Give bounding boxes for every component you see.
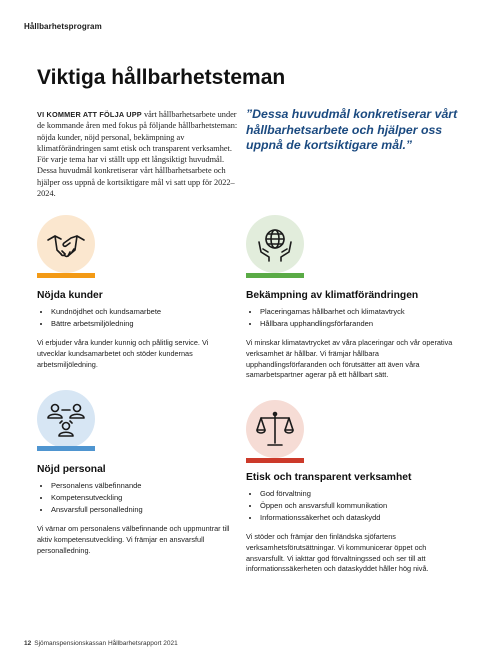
hands-globe-icon [255, 224, 295, 264]
team-icon [46, 399, 86, 439]
intro-paragraph [37, 109, 238, 199]
theme-ethics [246, 400, 461, 575]
icon-circle [37, 390, 95, 448]
intro-text: vårt hållbarhetsarbete under de kommande åren med fokus på följande hållbarhetsteman: nöjda kunder, nöjd personal, bekämpning av klimatförändringen samt etisk och transparent verksamhet. För varje tema har vi ställt upp ett långsiktigt huvudmål. Dessa huvudmål konkretiserar vårt hållbarhetsarbete och hjälper oss uppnå de kortsiktigare mål vi satt upp för 2022–2024. [37, 110, 238, 199]
scales-icon [255, 409, 295, 449]
color-bar [246, 458, 304, 463]
page-number: 12 [24, 640, 32, 647]
icon-circle [37, 215, 95, 273]
theme-title: Etisk och transparent verksamhet [246, 472, 412, 483]
theme-staff [37, 390, 237, 556]
color-bar [246, 273, 304, 278]
theme-text: Vi minskar klimatavtrycket av våra placeringar och vår operativa verksamhet är hållbar. Vi främjar hållbara upphandlingsförfaranden och förutsätter att även våra samarbetspartner agerar på ett hållbart sätt. [246, 338, 453, 380]
bullet-item: • Kompetensutveckling [51, 492, 237, 504]
page-footer [24, 640, 178, 647]
handshake-icon [46, 224, 86, 264]
bullet-item: • Placeringarnas hållbarhet och klimatavtryck [260, 306, 461, 318]
theme-ethics-visual [246, 400, 308, 466]
bullet-item: • Personalens välbefinnande [51, 480, 237, 492]
bullet-list [246, 306, 461, 330]
bullet-item: • Öppen och ansvarsfull kommunikation [260, 500, 461, 512]
bullet-item: • God förvaltning [260, 488, 461, 500]
footer-text: Sjömanspensionskassan Hållbarhetsrapport 2021 [34, 640, 178, 647]
theme-staff-visual [37, 390, 99, 450]
pull-quote: ”Dessa huvudmål konkretiserar vårt hållbarhetsarbete och hjälper oss uppnå de kortsiktigare mål.” [246, 107, 458, 152]
theme-climate-visual [246, 215, 308, 277]
bullet-list [246, 488, 461, 524]
theme-title: Nöjda kunder [37, 290, 103, 301]
page-title: Viktiga hållbarhetsteman [37, 66, 286, 89]
theme-text: Vi erbjuder våra kunder kunnig och pålitlig service. Vi utvecklar kundsamarbetet och stöder kundernas arbetsmiljöledning. [37, 338, 209, 369]
bullet-item: • Ansvarsfull personalledning [51, 504, 237, 516]
theme-customers-visual [37, 215, 99, 277]
theme-text: Vi värnar om personalens välbefinnande och uppmuntrar till aktiv kompetensutveckling. Vi främjar en ansvarsfull personalledning. [37, 524, 230, 555]
color-bar [37, 273, 95, 278]
color-bar [37, 446, 95, 451]
bullet-list [37, 480, 237, 516]
bullet-item: • Hållbara upphandlingsförfaranden [260, 318, 461, 330]
bullet-item: • Kundnöjdhet och kundsamarbete [51, 306, 237, 318]
bullet-item: • Informationssäkerhet och dataskydd [260, 512, 461, 524]
bullet-item: • Bättre arbetsmiljöledning [51, 318, 237, 330]
icon-circle [246, 215, 304, 273]
theme-title: Bekämpning av klimatförändringen [246, 290, 419, 301]
theme-text: Vi stöder och främjar den finländska sjöfartens verksamhetsförutsättningar. Vi kommunicerar öppet och ansvarsfullt. Vi iakttar god förvaltningssed och ser till att informationssäkerheten och dataskyddet håller hög nivå. [246, 532, 429, 574]
theme-customers [37, 215, 237, 370]
intro-lead: VI KOMMER ATT FÖLJA UPP [37, 110, 142, 119]
theme-title: Nöjd personal [37, 464, 106, 475]
theme-climate [246, 215, 461, 381]
bullet-list [37, 306, 237, 330]
icon-circle [246, 400, 304, 458]
section-label: Hållbarhetsprogram [24, 22, 102, 31]
